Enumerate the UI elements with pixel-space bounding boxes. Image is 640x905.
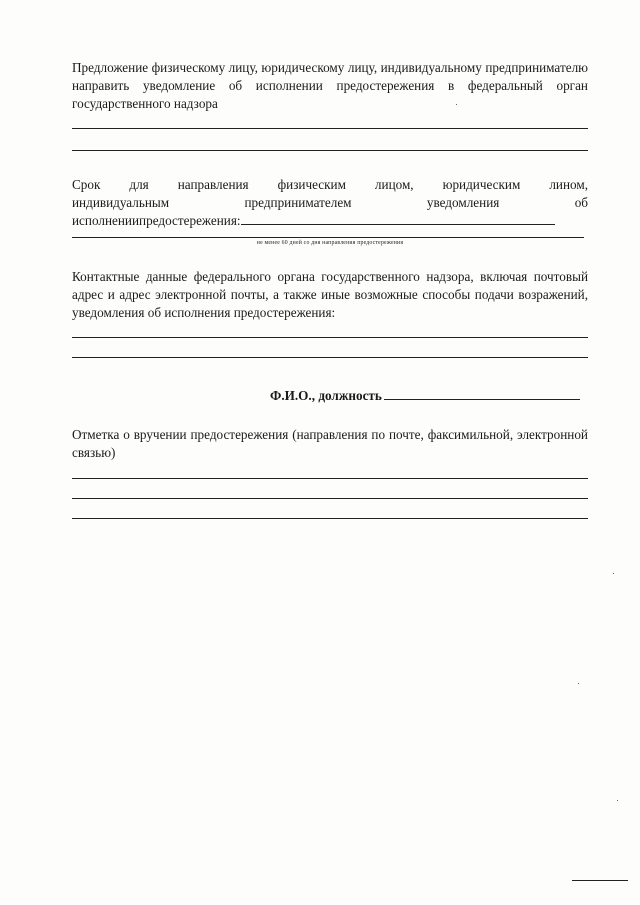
fill-line — [72, 128, 588, 129]
deadline-hint: не менее 60 дней со дня направления предостережения — [256, 240, 404, 246]
signature-label: Ф.И.О., должность — [270, 388, 382, 403]
corner-line — [572, 880, 628, 881]
signature-fill-line — [384, 386, 580, 400]
deadline-line-3-text: исполнениипредостережения: — [72, 213, 241, 228]
scan-speck — [613, 573, 614, 574]
deadline-line-1: Срок для направления физическим лицом, юридическим лином, — [72, 177, 588, 192]
fill-line — [72, 518, 588, 519]
scan-speck — [617, 800, 618, 801]
scan-speck — [456, 104, 457, 105]
deadline-line-2: индивидуальным предпринимателем уведомления об — [72, 195, 588, 210]
deadline-line-3 — [72, 212, 588, 230]
scan-speck — [578, 683, 579, 684]
fill-line — [72, 337, 588, 338]
delivery-mark-paragraph: Отметка о вручении предостережения (направления по почте, факсимильной, электронной связью) — [72, 427, 588, 460]
fill-line — [72, 498, 588, 499]
fill-line — [72, 150, 588, 151]
proposal-paragraph: Предложение физическому лицу, юридическому лицу, индивидуальному предпринимателю направить уведомление об исполнении предостережения в федеральный орган государственного надзора — [72, 60, 588, 111]
fill-line — [72, 237, 584, 238]
deadline-paragraph — [72, 176, 588, 230]
fill-line — [72, 357, 588, 358]
contacts-paragraph: Контактные данные федерального органа государственного надзора, включая почтовый адрес и адрес электронной почты, а также иные возможные способы подачи возражений, уведомления об исполнения предостережения: — [72, 269, 588, 320]
signature-row — [270, 386, 580, 405]
deadline-fill-line — [241, 212, 555, 225]
fill-line — [72, 478, 588, 479]
